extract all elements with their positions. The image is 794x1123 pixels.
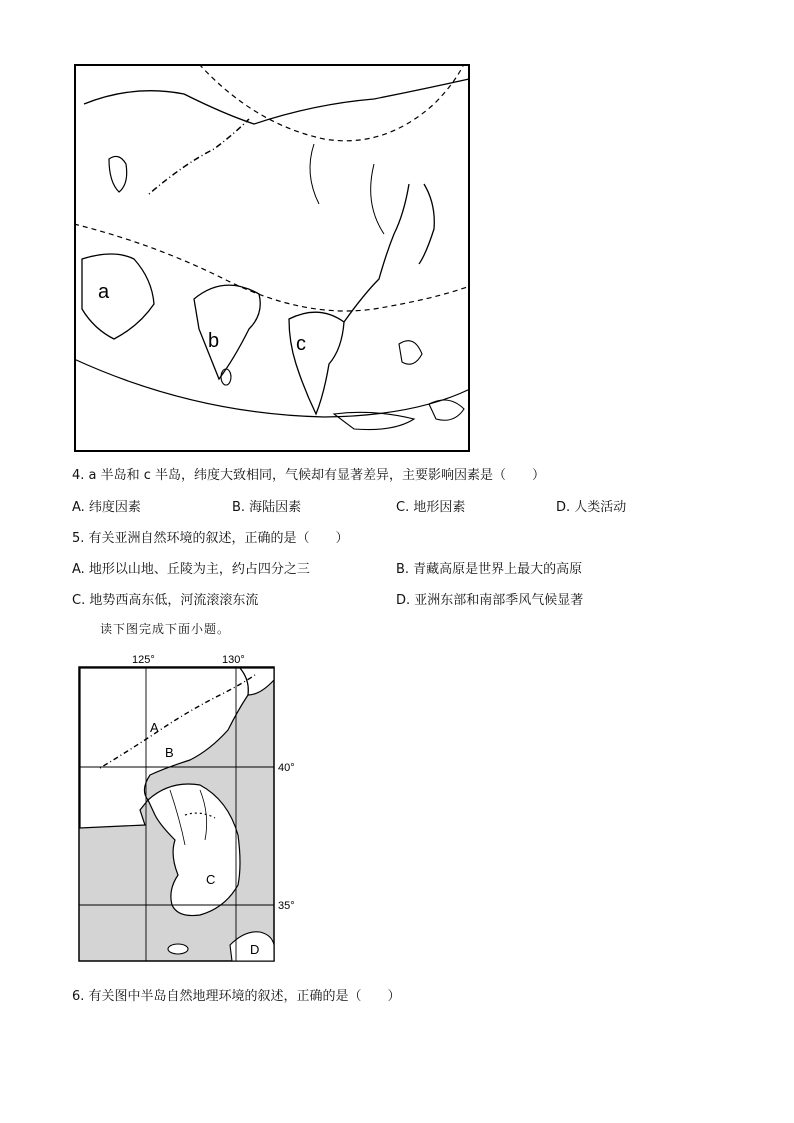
q4-option-b[interactable]: B. 海陆因素 <box>232 500 302 515</box>
q4-option-a[interactable]: A. 纬度因素 <box>72 500 141 515</box>
question-6-stem: 6. 有关图中半岛自然地理环境的叙述，正确的是（ ） <box>72 989 401 1004</box>
q5-option-b[interactable]: B. 青藏高原是世界上最大的高原 <box>396 562 583 577</box>
asia-map <box>74 64 470 452</box>
tick-130: 130° <box>222 654 245 666</box>
map2-label-D: D <box>250 942 260 957</box>
question-5-stem: 5. 有关亚洲自然环境的叙述，正确的是（ ） <box>72 531 349 546</box>
map1-label-b: b <box>208 330 220 352</box>
tick-35: 35° <box>278 900 295 912</box>
question-4-stem: 4. a 半岛和 c 半岛，纬度大致相同，气候却有显著差异，主要影响因素是（ ） <box>72 468 546 483</box>
reading-instruction: 读下图完成下面小题。 <box>100 622 231 636</box>
map1-label-c: c <box>296 333 306 355</box>
q5-option-c[interactable]: C. 地势西高东低，河流滚滚东流 <box>72 593 259 608</box>
tick-125: 125° <box>132 654 155 666</box>
map2-label-A: A <box>150 720 159 735</box>
q4-option-d[interactable]: D. 人类活动 <box>556 500 627 515</box>
map2-label-C: C <box>206 872 216 887</box>
map1-label-a: a <box>98 281 110 303</box>
tick-40: 40° <box>278 762 295 774</box>
korea-map <box>60 650 320 965</box>
q5-option-a[interactable]: A. 地形以山地、丘陵为主，约占四分之三 <box>72 562 310 577</box>
q5-option-d[interactable]: D. 亚洲东部和南部季风气候显著 <box>396 593 584 608</box>
map2-label-B: B <box>165 745 174 760</box>
q4-option-c[interactable]: C. 地形因素 <box>396 500 466 515</box>
